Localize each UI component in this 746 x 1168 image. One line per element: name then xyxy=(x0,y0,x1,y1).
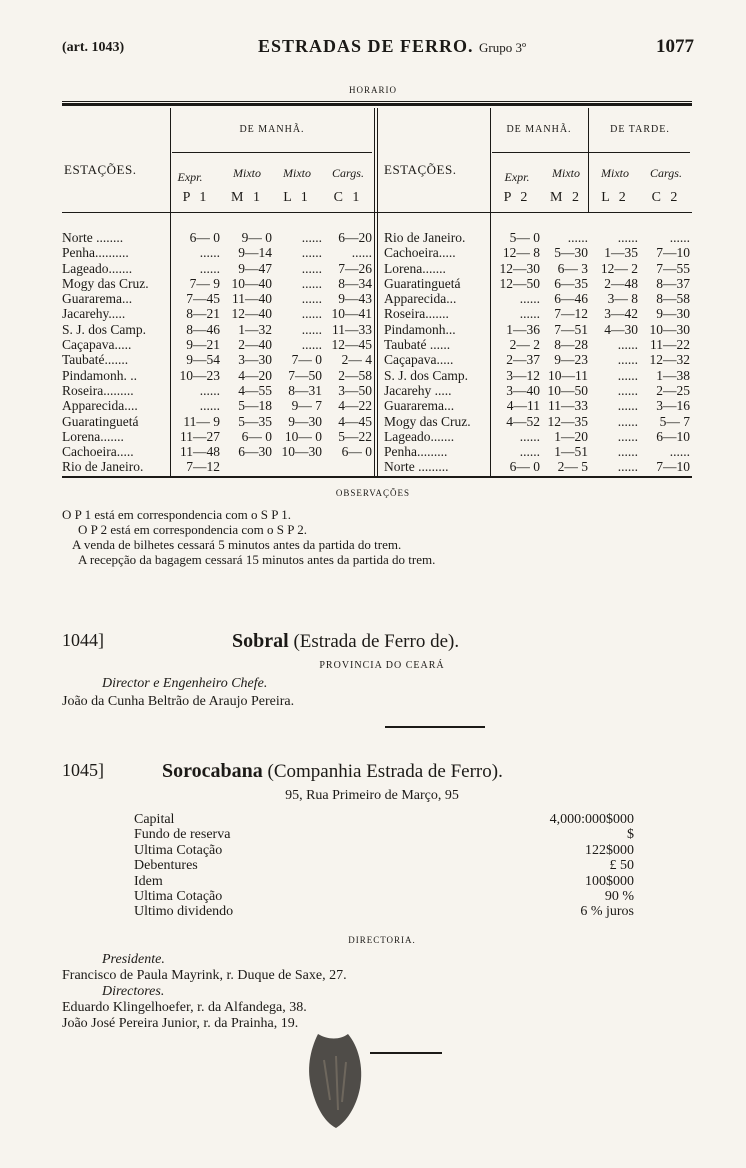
table-top-rule-thick xyxy=(62,103,692,106)
time-cell-c2: 7—55 xyxy=(656,260,690,276)
page-header xyxy=(62,36,694,60)
colhead-c2: Cargs. xyxy=(650,166,682,180)
time-cell-p1: ...... xyxy=(199,382,220,398)
station-name: Roseira....... xyxy=(384,306,449,322)
table-row xyxy=(384,230,692,245)
time-cell-m1: 9— 0 xyxy=(241,230,272,245)
colhead-m2: Mixto xyxy=(552,166,580,180)
time-cell-c1: 8—34 xyxy=(338,275,372,291)
col-divider xyxy=(377,108,378,476)
time-cell-l1: ...... xyxy=(301,260,322,276)
time-cell-c1: 9—43 xyxy=(338,291,372,307)
entry-desc: (Companhia Estrada de Ferro). xyxy=(267,761,503,782)
colcode-c2: C 2 xyxy=(651,190,681,205)
time-cell-c1: 5—22 xyxy=(338,428,372,444)
brace-rule-left xyxy=(172,152,372,153)
director-label: Director e Engenheiro Chefe. xyxy=(102,676,268,691)
time-cell-p2: 5— 0 xyxy=(509,230,540,245)
finance-label: Ultima Cotação xyxy=(134,888,223,904)
time-cell-p2: 12—50 xyxy=(499,275,540,291)
table-row xyxy=(384,276,692,291)
colhead-l1: Mixto xyxy=(283,166,311,180)
time-cell-p1: 11—48 xyxy=(180,444,220,460)
table-row xyxy=(62,383,374,398)
tarde-label: DE TARDE. xyxy=(610,124,670,135)
time-cell-c2: 1—38 xyxy=(656,367,690,383)
finance-row xyxy=(134,889,634,904)
finance-row xyxy=(134,874,634,889)
finance-row xyxy=(134,812,634,827)
entry-number: 1045] xyxy=(62,760,104,780)
time-cell-m2: 6—35 xyxy=(554,275,588,291)
colcode-c1: C 1 xyxy=(333,190,363,205)
group-label: Grupo 3º xyxy=(479,40,527,55)
time-cell-l2: ...... xyxy=(617,413,638,429)
colhead-c1: Cargs. xyxy=(332,166,364,180)
time-cell-p2: ...... xyxy=(519,291,540,307)
time-cell-l1: ...... xyxy=(301,306,322,322)
station-name: Apparecida.... xyxy=(62,398,138,414)
station-name: Lageado....... xyxy=(62,260,133,276)
time-cell-l2: 12— 2 xyxy=(600,260,638,276)
manha-label-right: DE MANHÃ. xyxy=(506,124,572,135)
time-cell-c2: ...... xyxy=(669,444,690,460)
province-label: PROVINCIA DO CEARÁ xyxy=(319,660,445,671)
time-cell-m1: 10—40 xyxy=(231,275,272,291)
article-ref: (art. 1043) xyxy=(62,40,125,55)
time-cell-m2: 6— 3 xyxy=(557,260,588,276)
station-name: Roseira......... xyxy=(62,382,134,398)
note-item: A recepção da bagagem cessará 15 minutos antes da partida do trem. xyxy=(78,552,436,567)
table-top-rule-thin xyxy=(62,101,692,102)
presidente-name: Francisco de Paula Mayrink, r. Duque de Saxe, 27. xyxy=(62,968,347,983)
station-name: Rio de Janeiro. xyxy=(384,230,466,245)
time-cell-p2: 12—30 xyxy=(499,260,540,276)
time-cell-p2: 1—36 xyxy=(506,321,540,337)
time-cell-m1: 9—47 xyxy=(238,260,272,276)
time-cell-l1: ...... xyxy=(301,245,322,261)
table-row xyxy=(384,291,692,306)
finance-value: 4,000:000$000 xyxy=(549,812,634,827)
finance-value: 90 % xyxy=(604,888,634,904)
table-row xyxy=(62,459,374,474)
finance-row xyxy=(134,904,634,919)
finance-list xyxy=(134,812,634,920)
time-cell-p2: 2— 2 xyxy=(509,337,540,353)
note-item: O P 2 está em correspondencia com o S P 2. xyxy=(78,522,308,537)
entry-name: Sorocabana xyxy=(162,760,263,782)
finance-label: Ultimo dividendo xyxy=(134,904,234,920)
station-name: Lorena....... xyxy=(62,428,124,444)
observacoes-notes xyxy=(62,507,702,567)
table-row xyxy=(384,444,692,459)
time-cell-c2: 9—30 xyxy=(656,306,690,322)
time-cell-m2: 9—23 xyxy=(554,352,588,368)
time-cell-c2: 2—25 xyxy=(656,382,690,398)
time-cell-c1: 10—41 xyxy=(331,306,372,322)
station-name: Norte ......... xyxy=(384,459,449,475)
col-divider xyxy=(374,108,375,476)
station-name: Cachoeira..... xyxy=(62,444,134,460)
colcode-l1: L 1 xyxy=(283,190,311,205)
table-row xyxy=(384,383,692,398)
table-row xyxy=(62,306,374,321)
time-cell-p2: ...... xyxy=(519,444,540,460)
colhead-p1: Expr. xyxy=(177,170,203,184)
time-cell-l1: 7— 0 xyxy=(291,352,322,368)
section-divider xyxy=(370,1052,442,1054)
time-cell-p1: ...... xyxy=(199,245,220,261)
station-name: Lageado....... xyxy=(384,428,455,444)
time-cell-p1: 7—12 xyxy=(186,459,220,475)
director-entry: Eduardo Klingelhoefer, r. da Alfandega, 38. xyxy=(62,1000,307,1015)
colcode-m1: M 1 xyxy=(231,190,263,205)
time-cell-m2: 12—35 xyxy=(547,413,588,429)
finance-row xyxy=(134,843,634,858)
finance-label: Capital xyxy=(134,812,175,827)
table-row xyxy=(384,306,692,321)
station-name: Taubaté ...... xyxy=(384,337,451,353)
director-entry: João José Pereira Junior, r. da Prainha, 19. xyxy=(62,1016,299,1031)
directoria-list xyxy=(62,952,347,1032)
finance-value: 122$000 xyxy=(585,842,634,858)
time-cell-p2: 3—40 xyxy=(506,382,540,398)
time-cell-l1: ...... xyxy=(301,337,322,353)
entry-number: 1044] xyxy=(62,630,104,650)
time-cell-l2: ...... xyxy=(617,367,638,383)
time-cell-c1: 3—50 xyxy=(338,382,372,398)
time-cell-p1: 11— 9 xyxy=(183,413,220,429)
time-cell-c1: 2—58 xyxy=(338,367,372,383)
time-cell-m2: 5—30 xyxy=(554,245,588,261)
time-cell-p1: 11—27 xyxy=(180,428,220,444)
station-name: Guaratinguetá xyxy=(384,275,461,291)
time-cell-c2: 8—58 xyxy=(656,291,690,307)
finance-label: Debentures xyxy=(134,858,198,874)
time-cell-l1: ...... xyxy=(301,321,322,337)
station-name: Rio de Janeiro. xyxy=(62,459,144,475)
station-name: Jacarehy ..... xyxy=(384,382,452,398)
time-cell-m2: 1—51 xyxy=(554,444,588,460)
timetable-title: HORARIO xyxy=(348,85,397,95)
directoria-title: DIRECTORIA. xyxy=(348,935,416,945)
time-cell-l2: 3— 8 xyxy=(607,291,638,307)
table-row xyxy=(62,352,374,367)
page-number: 1077 xyxy=(656,36,694,57)
station-name: Penha......... xyxy=(384,444,448,460)
time-cell-l1: ...... xyxy=(301,230,322,245)
time-cell-l1: ...... xyxy=(301,275,322,291)
station-name: Cachoeira..... xyxy=(384,245,456,261)
time-cell-m1: 12—40 xyxy=(231,306,272,322)
time-cell-c2: 11—22 xyxy=(650,337,690,353)
time-cell-p1: ...... xyxy=(199,398,220,414)
table-row xyxy=(62,276,374,291)
time-cell-p1: 7— 9 xyxy=(189,275,220,291)
time-cell-m1: 2—40 xyxy=(238,337,272,353)
time-cell-m2: 7—12 xyxy=(554,306,588,322)
time-cell-l1: 10—30 xyxy=(281,444,322,460)
table-row xyxy=(384,261,692,276)
entry-title xyxy=(232,630,459,653)
time-cell-c1: 4—45 xyxy=(338,413,372,429)
time-cell-m2: 2— 5 xyxy=(557,459,588,475)
time-cell-c2: 8—37 xyxy=(656,275,690,291)
station-name: Mogy das Cruz. xyxy=(62,275,149,291)
time-cell-p2: 4—11 xyxy=(506,398,540,414)
entry-desc: (Estrada de Ferro de). xyxy=(293,631,460,652)
entry-name: Sobral xyxy=(232,630,289,652)
finance-value: 100$000 xyxy=(585,873,634,889)
table-row xyxy=(62,245,374,260)
finance-value: £ 50 xyxy=(609,858,634,874)
time-cell-m1: 5—35 xyxy=(238,413,272,429)
time-cell-l2: 2—48 xyxy=(604,275,638,291)
time-cell-m2: 10—50 xyxy=(547,382,588,398)
table-row xyxy=(62,398,374,413)
time-cell-c1: 11—33 xyxy=(332,321,372,337)
estacoes-label-left: ESTAÇÕES. xyxy=(64,162,137,177)
time-cell-l1: 9—30 xyxy=(288,413,322,429)
time-cell-m1: 1—32 xyxy=(238,321,272,337)
time-cell-l1: 7—50 xyxy=(288,367,322,383)
colhead-m1: Mixto xyxy=(233,166,261,180)
table-row xyxy=(62,230,374,245)
time-cell-m2: 6—46 xyxy=(554,291,588,307)
time-cell-l2: ...... xyxy=(617,459,638,475)
entry-title xyxy=(162,760,503,783)
finance-label: Idem xyxy=(134,873,163,889)
time-cell-l2: ...... xyxy=(617,398,638,414)
section-divider xyxy=(385,726,485,728)
time-cell-c2: ...... xyxy=(669,230,690,245)
table-bottom-rule xyxy=(62,476,692,478)
ink-stamp-image xyxy=(300,1030,368,1130)
time-cell-m1: 4—55 xyxy=(238,382,272,398)
table-row xyxy=(62,322,374,337)
brace-rule-right xyxy=(492,152,690,153)
table-row xyxy=(384,429,692,444)
time-cell-c2: 3—16 xyxy=(656,398,690,414)
time-cell-c1: 7—26 xyxy=(338,260,372,276)
time-cell-m1: 4—20 xyxy=(238,367,272,383)
time-cell-m2: 7—51 xyxy=(554,321,588,337)
time-cell-p1: 8—46 xyxy=(186,321,220,337)
time-cell-p1: 9—21 xyxy=(186,337,220,353)
timetable-right-body xyxy=(384,230,692,475)
finance-row xyxy=(134,858,634,873)
station-name: Pindamonh. .. xyxy=(62,367,138,383)
station-name: Mogy das Cruz. xyxy=(384,413,471,429)
table-row xyxy=(384,352,692,367)
observacoes-title: OBSERVAÇÕES xyxy=(335,488,411,498)
finance-label: Ultima Cotação xyxy=(134,842,223,858)
colcode-m2: M 2 xyxy=(550,190,582,205)
table-row xyxy=(384,414,692,429)
time-cell-m2: 8—28 xyxy=(554,337,588,353)
time-cell-c1: 4—22 xyxy=(338,398,372,414)
finance-label: Fundo de reserva xyxy=(134,827,231,843)
time-cell-p2: 6— 0 xyxy=(509,459,540,475)
table-row xyxy=(384,368,692,383)
presidente-label: Presidente. xyxy=(102,952,165,967)
time-cell-m1: 5—18 xyxy=(238,398,272,414)
time-cell-c1: 2— 4 xyxy=(341,352,372,368)
time-cell-p1: 10—23 xyxy=(179,367,220,383)
time-cell-p2: ...... xyxy=(519,428,540,444)
time-cell-m1: 11—40 xyxy=(232,291,272,307)
time-cell-c1: 6—20 xyxy=(338,230,372,245)
estacoes-label-right: ESTAÇÕES. xyxy=(384,162,457,177)
colcode-l2: L 2 xyxy=(601,190,629,205)
time-cell-m1: 6—30 xyxy=(238,444,272,460)
directores-label: Directores. xyxy=(102,984,165,999)
station-name: Lorena....... xyxy=(384,260,446,276)
time-cell-m1: 3—30 xyxy=(238,352,272,368)
station-name: Apparecida... xyxy=(384,291,457,307)
running-title xyxy=(242,36,542,57)
time-cell-c1: 6— 0 xyxy=(341,444,372,460)
time-cell-c2: 6—10 xyxy=(656,428,690,444)
table-row xyxy=(62,368,374,383)
station-name: Guaratinguetá xyxy=(62,413,139,429)
time-cell-l2: 1—35 xyxy=(604,245,638,261)
time-cell-m1: 9—14 xyxy=(238,245,272,261)
time-cell-l1: 9— 7 xyxy=(291,398,322,414)
time-cell-m2: 11—33 xyxy=(548,398,588,414)
time-cell-c2: 7—10 xyxy=(656,459,690,475)
time-cell-p1: ...... xyxy=(199,260,220,276)
table-row xyxy=(384,459,692,474)
station-name: Pindamonh... xyxy=(384,321,456,337)
table-row xyxy=(62,429,374,444)
colhead-p2: Expr. xyxy=(504,170,530,184)
colcode-p1: P 1 xyxy=(182,190,210,205)
time-cell-p2: 3—12 xyxy=(506,367,540,383)
station-name: S. J. dos Camp. xyxy=(384,367,469,383)
time-cell-p1: 8—21 xyxy=(186,306,220,322)
station-name: Caçapava..... xyxy=(384,352,454,368)
time-cell-m2: 1—20 xyxy=(554,428,588,444)
time-cell-l1: 8—31 xyxy=(288,382,322,398)
station-name: Caçapava..... xyxy=(62,337,132,353)
table-row xyxy=(62,414,374,429)
time-cell-l2: ...... xyxy=(617,428,638,444)
time-cell-p1: 9—54 xyxy=(186,352,220,368)
time-cell-l1: ...... xyxy=(301,291,322,307)
time-cell-m2: ...... xyxy=(567,230,588,245)
time-cell-l2: ...... xyxy=(617,444,638,460)
director-name: João da Cunha Beltrão de Araujo Pereira. xyxy=(62,694,295,709)
time-cell-m2: 10—11 xyxy=(548,367,588,383)
time-cell-p2: 2—37 xyxy=(506,352,540,368)
time-cell-p2: 12— 8 xyxy=(502,245,540,261)
time-cell-l2: 3—42 xyxy=(604,306,638,322)
table-row xyxy=(384,322,692,337)
timetable-left-body xyxy=(62,230,374,475)
note-item: O P 1 está em correspondencia com o S P 1. xyxy=(62,507,292,522)
time-cell-p2: 4—52 xyxy=(506,413,540,429)
note-item: A venda de bilhetes cessará 5 minutos antes da partida do trem. xyxy=(72,537,402,552)
time-cell-c2: 12—32 xyxy=(649,352,690,368)
address: 95, Rua Primeiro de Março, 95 xyxy=(285,788,459,803)
table-row xyxy=(62,444,374,459)
time-cell-l2: 4—30 xyxy=(604,321,638,337)
table-row xyxy=(62,261,374,276)
colhead-l2: Mixto xyxy=(601,166,629,180)
time-cell-l2: ...... xyxy=(617,337,638,353)
table-row xyxy=(62,337,374,352)
station-name: Penha.......... xyxy=(62,245,129,261)
station-name: Guararema... xyxy=(384,398,455,414)
station-name: Taubaté....... xyxy=(62,352,129,368)
time-cell-p1: 6— 0 xyxy=(189,230,220,245)
table-row xyxy=(384,398,692,413)
time-cell-c2: 5— 7 xyxy=(659,413,690,429)
time-cell-m1: 6— 0 xyxy=(241,428,272,444)
time-cell-c2: 10—30 xyxy=(649,321,690,337)
table-row xyxy=(384,337,692,352)
time-cell-l1: 10— 0 xyxy=(284,428,322,444)
manha-label-left: DE MANHÃ. xyxy=(239,124,305,135)
finance-row xyxy=(134,827,634,842)
time-cell-l2: ...... xyxy=(617,382,638,398)
time-cell-c1: 12—45 xyxy=(331,337,372,353)
time-cell-c1: ...... xyxy=(351,245,372,261)
table-row xyxy=(62,291,374,306)
station-name: Jacarehy..... xyxy=(62,306,126,322)
station-name: S. J. dos Camp. xyxy=(62,321,147,337)
time-cell-c2: 7—10 xyxy=(656,245,690,261)
table-row xyxy=(384,245,692,260)
station-name: Norte ........ xyxy=(62,230,124,245)
time-cell-l2: ...... xyxy=(617,352,638,368)
station-name: Guararema... xyxy=(62,291,133,307)
finance-value: 6 % juros xyxy=(580,904,634,920)
finance-value: $ xyxy=(627,827,634,843)
colcode-p2: P 2 xyxy=(503,190,531,205)
time-cell-p1: 7—45 xyxy=(186,291,220,307)
time-cell-l2: ...... xyxy=(617,230,638,245)
running-title-text: ESTRADAS DE FERRO. xyxy=(257,36,474,56)
time-cell-p2: ...... xyxy=(519,306,540,322)
